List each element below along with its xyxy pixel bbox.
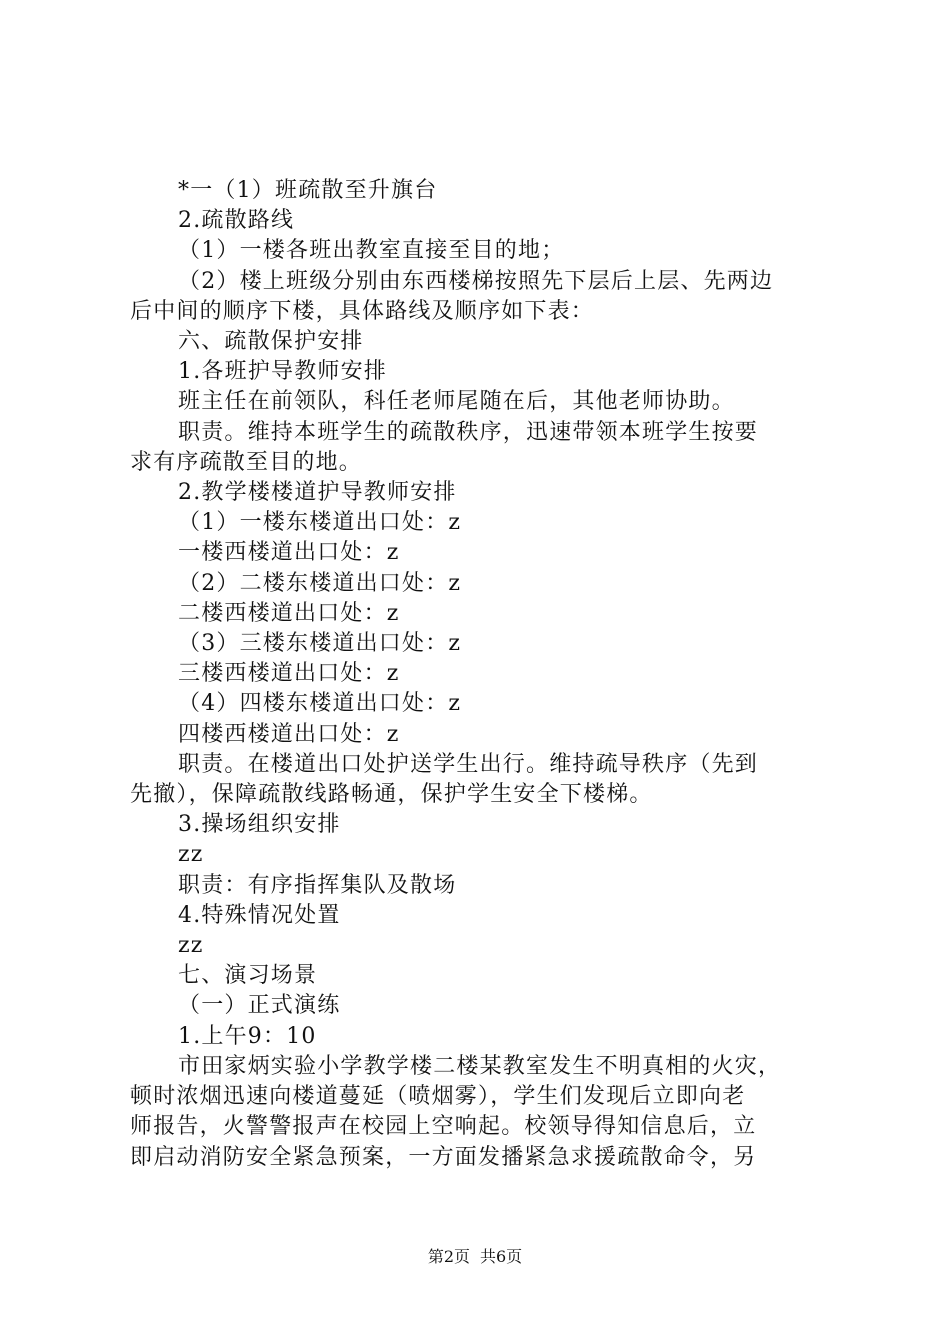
text-line: 先撤），保障疏散线路畅通，保护学生安全下楼梯。 [130,782,653,808]
text-line: zz [178,842,204,868]
text-line: 市田家炳实验小学教学楼二楼某教室发生不明真相的火灾， [178,1053,782,1079]
section-heading: 七、演习场景 [178,963,318,989]
text-line: （1）一楼东楼道出口处：z [178,510,462,536]
text-line: 班主任在前领队，科任老师尾随在后，其他老师协助。 [178,389,735,415]
page-footer [0,1244,950,1267]
page-number: 第2页 [427,1247,470,1266]
text-line: 顿时浓烟迅速向楼道蔓延（喷烟雾），学生们发现后立即向老 [130,1084,746,1110]
text-line: 一楼西楼道出口处：z [178,540,400,566]
text-line: 职责。在楼道出口处护送学生出行。维持疏导秩序（先到 [178,751,759,777]
text-line: zz [178,933,204,959]
text-line: 即启动消防安全紧急预案，一方面发播紧急求援疏散命令，另 [130,1144,757,1170]
text-line: （4）四楼东楼道出口处：z [178,691,462,717]
text-line: 职责：有序指挥集队及散场 [178,872,457,898]
section-heading: （一）正式演练 [178,993,341,1019]
section-heading: 2.疏散路线 [178,208,295,234]
page-total: 共6页 [480,1247,523,1266]
text-line: 职责。维持本班学生的疏散秩序，迅速带领本班学生按要 [178,419,759,445]
text-line: 后中间的顺序下楼，具体路线及顺序如下表： [130,298,595,324]
section-heading: 3.操场组织安排 [178,812,341,838]
text-line: （2）二楼东楼道出口处：z [178,570,462,596]
text-line: 求有序疏散至目的地。 [130,449,363,475]
document-body [130,176,835,1173]
section-heading: 4.特殊情况处置 [178,902,341,928]
section-heading: 六、疏散保护安排 [178,329,364,355]
text-line: *一（1）班疏散至升旗台 [178,178,438,203]
text-line: 二楼西楼道出口处：z [178,600,400,626]
section-heading: 1.各班护导教师安排 [178,359,387,385]
text-line: 师报告，火警警报声在校园上空响起。校领导得知信息后，立 [130,1114,757,1140]
text-line: （1）一楼各班出教室直接至目的地； [178,238,565,264]
text-line: 1.上午9：10 [178,1023,317,1049]
section-heading: 2.教学楼楼道护导教师安排 [178,480,457,506]
text-line: （2）楼上班级分别由东西楼梯按照先下层后上层、先两边 [178,268,774,294]
text-line: 四楼西楼道出口处：z [178,721,400,747]
text-line: 三楼西楼道出口处：z [178,661,400,687]
text-line: （3）三楼东楼道出口处：z [178,631,462,657]
